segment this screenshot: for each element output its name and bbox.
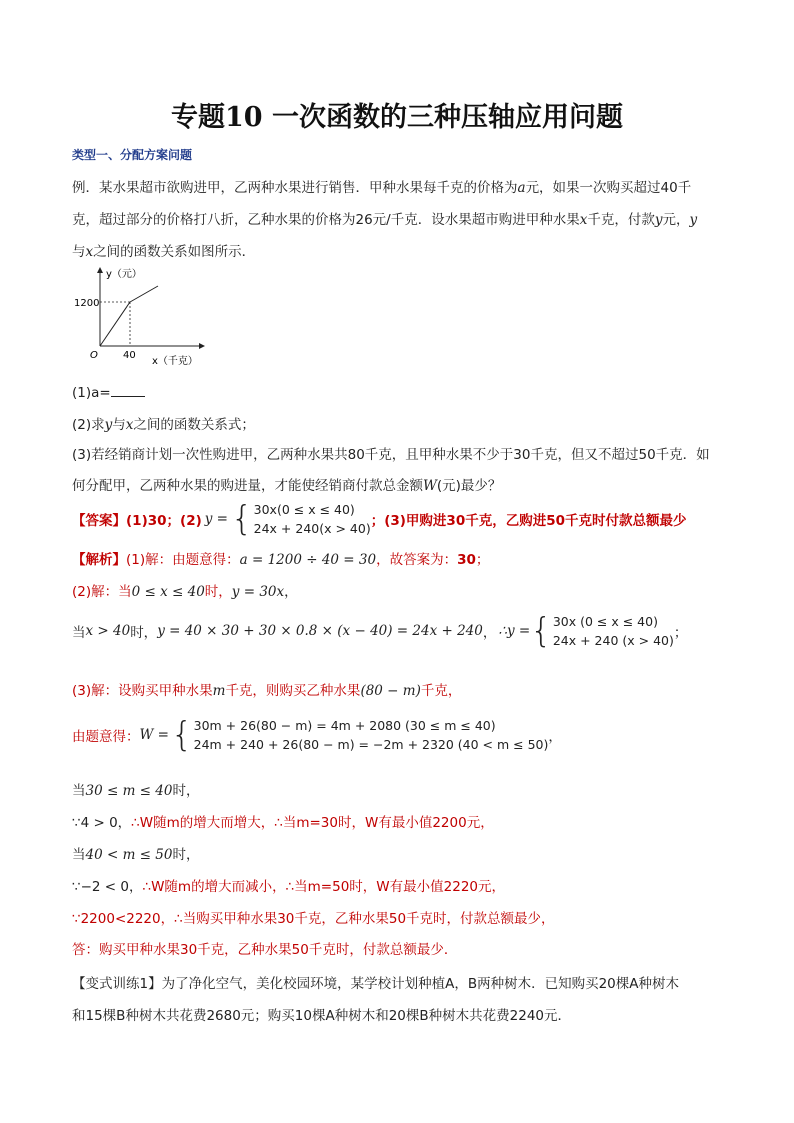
analysis-line-5 <box>72 716 562 754</box>
analysis-text: ∴W随m的增大而减小，∴当m=50时，W有最小值2220元， <box>142 879 506 895</box>
problem-line-2 <box>72 208 697 228</box>
analysis-equation: y = 30x <box>231 584 285 600</box>
problem-line-3 <box>72 240 255 260</box>
answer-text: ；(3)甲购进30千克，乙购进50千克时付款总额最少 <box>370 513 687 529</box>
analysis-text: 时， <box>204 584 232 600</box>
answer-equation: y = <box>204 511 228 527</box>
problem-text: 千克，付款 <box>587 212 655 228</box>
analysis-text: 千克， <box>420 683 462 699</box>
question-text: (元)最少？ <box>436 478 502 494</box>
problem-text: 元，如果一次购买超过40千 <box>525 180 692 196</box>
analysis-line-8 <box>72 843 199 863</box>
training-tag: 【变式训练1】 <box>72 976 162 992</box>
problem-text: 克，超过部分的价格打八折，乙种水果的价格为26元/千克．设水果超市购进甲种水果 <box>72 212 580 228</box>
problem-line-1 <box>72 176 691 196</box>
question-3-line-2 <box>72 474 501 494</box>
analysis-tag: 【解析】 <box>72 552 126 568</box>
analysis-text: 时， <box>130 625 158 641</box>
piecewise-case-2: 24x + 240(x > 40) <box>253 521 371 536</box>
analysis-line-6 <box>72 779 199 799</box>
var-m: m <box>212 683 226 699</box>
problem-text: 与 <box>72 244 86 260</box>
analysis-equation: (80 − m) <box>360 683 421 699</box>
problem-text: 之间的函数关系如图所示． <box>93 244 256 260</box>
problem-text: 元， <box>662 212 690 228</box>
piecewise-case-2: 24m + 240 + 26(80 − m) = −2m + 2320 (40 < m ≤ 50) <box>193 737 549 752</box>
analysis-text: 当 <box>72 625 86 641</box>
y-tick-label: 1200 <box>74 298 100 309</box>
piecewise-analysis-y: { 30x (0 ≤ x ≤ 40) 24x + 240 (x > 40) <box>530 611 674 651</box>
piecewise-case-2: 24x + 240 (x > 40) <box>552 633 674 648</box>
question-1 <box>72 383 145 401</box>
analysis-text: (2)解：当 <box>72 584 132 600</box>
origin-label: O <box>90 350 98 361</box>
analysis-value: 30 <box>457 552 476 568</box>
var-x: x <box>579 212 588 228</box>
piecewise-case-1: 30x (0 ≤ x ≤ 40) <box>552 614 658 629</box>
training-line-2 <box>72 1004 571 1024</box>
y-axis-label: y（元） <box>106 269 142 280</box>
var-x: x <box>85 244 94 260</box>
answer-line <box>72 500 687 538</box>
analysis-line-7 <box>72 811 494 831</box>
graph-segment-2 <box>130 286 158 302</box>
training-text: 为了净化空气，美化校园环境，某学校计划种植A，B两种树木．已知购买20棵A种树木 <box>161 976 680 992</box>
analysis-text: ； <box>475 552 490 568</box>
analysis-text: ∴W随m的增大而增大，∴当m=30时，W有最小值2200元， <box>131 815 494 831</box>
analysis-text: 由题意得： <box>72 729 140 745</box>
answer-blank <box>111 383 145 397</box>
piecewise-analysis-w: { 30m + 26(80 − m) = 4m + 2080 (30 ≤ m ≤ 40) 24m + 240 + 26(80 − m) = −2m + 2320 (40 < m ≤ 50) <box>170 715 549 755</box>
analysis-text: 当 <box>72 783 86 799</box>
analysis-text: (3)解：设购买甲种水果 <box>72 683 213 699</box>
training-line-1 <box>72 972 679 992</box>
problem-text: 例．某水果超市欲购进甲，乙两种水果进行销售．甲种水果每千克的价格为 <box>72 180 518 196</box>
question-text: (1)a= <box>72 385 111 401</box>
question-3-line-1 <box>72 443 710 463</box>
analysis-text: ∵−2 < 0， <box>72 879 143 895</box>
graph-segment-1 <box>100 302 130 346</box>
question-text: 与 <box>112 417 126 433</box>
analysis-line-3 <box>72 612 687 650</box>
question-text: (3)若经销商计划一次性购进甲，乙两种水果共80千克，且甲种水果不少于30千克，但又不超过50千克．如 <box>72 447 710 463</box>
analysis-line-9 <box>72 875 505 895</box>
training-text: 和15棵B种树木共花费2680元；购买10棵A种树木和20棵B种树木共花费2240元． <box>72 1008 572 1024</box>
analysis-conclusion: 答：购买甲种水果30千克，乙种水果50千克时，付款总额最少． <box>72 942 458 958</box>
analysis-line-1 <box>72 548 489 568</box>
analysis-text: (1)解：由题意得： <box>126 552 240 568</box>
question-2 <box>72 413 255 433</box>
analysis-text: ； <box>673 625 688 641</box>
analysis-equation: W = <box>139 727 169 743</box>
piecewise-case-1: 30m + 26(80 − m) = 4m + 2080 (30 ≤ m ≤ 40) <box>193 718 496 733</box>
analysis-text: ∵2200<2220，∴当购买甲种水果30千克，乙种水果50千克时，付款总额最少， <box>72 911 555 927</box>
analysis-equation: y = 40 × 30 + 30 × 0.8 × (x − 40) = 24x + 240 <box>157 623 483 639</box>
piecewise-case-1: 30x(0 ≤ x ≤ 40) <box>253 502 355 517</box>
x-axis-label: x（千克） <box>152 356 198 367</box>
analysis-equation: x > 40 <box>85 623 131 639</box>
analysis-line-4 <box>72 679 461 699</box>
analysis-text: 时， <box>172 847 200 863</box>
var-w: W <box>423 478 437 494</box>
analysis-equation: 0 ≤ x ≤ 40 <box>131 584 205 600</box>
question-text: 之间的函数关系式； <box>133 417 255 433</box>
analysis-equation: 40 < m ≤ 50 <box>85 847 173 863</box>
var-a: a <box>517 180 526 196</box>
var-y: y <box>654 212 663 228</box>
analysis-text: 当 <box>72 847 86 863</box>
analysis-equation: ∴y = <box>498 623 531 639</box>
var-x: x <box>125 417 134 433</box>
analysis-line-11 <box>72 938 457 958</box>
var-y: y <box>689 212 698 228</box>
analysis-text: 时， <box>172 783 200 799</box>
analysis-text: ∵4 > 0， <box>72 815 132 831</box>
analysis-line-10 <box>72 907 555 927</box>
piecewise-answer: { 30x(0 ≤ x ≤ 40) 24x + 240(x > 40) <box>231 499 371 539</box>
function-graph <box>72 264 212 372</box>
var-y: y <box>104 417 113 433</box>
analysis-equation: 30 ≤ m ≤ 40 <box>85 783 173 799</box>
answer-text: (1)30；(2) <box>126 513 202 529</box>
analysis-text: ， <box>284 584 298 600</box>
question-text: 何分配甲，乙两种水果的购进量，才能使经销商付款总金额 <box>72 478 423 494</box>
analysis-text: ， <box>548 729 562 745</box>
x-tick-label: 40 <box>123 350 136 361</box>
analysis-equation: a = 1200 ÷ 40 = 30 <box>239 552 377 568</box>
analysis-line-2 <box>72 580 298 600</box>
question-text: (2)求 <box>72 417 105 433</box>
page-title: 专题10 一次函数的三种压轴应用问题 <box>171 102 623 133</box>
answer-tag: 【答案】 <box>72 513 126 529</box>
section-heading: 类型一、分配方案问题 <box>72 148 193 162</box>
analysis-text: ，故答案为： <box>376 552 458 568</box>
analysis-text: 千克，则购买乙种水果 <box>225 683 361 699</box>
analysis-text: ， <box>482 625 497 641</box>
